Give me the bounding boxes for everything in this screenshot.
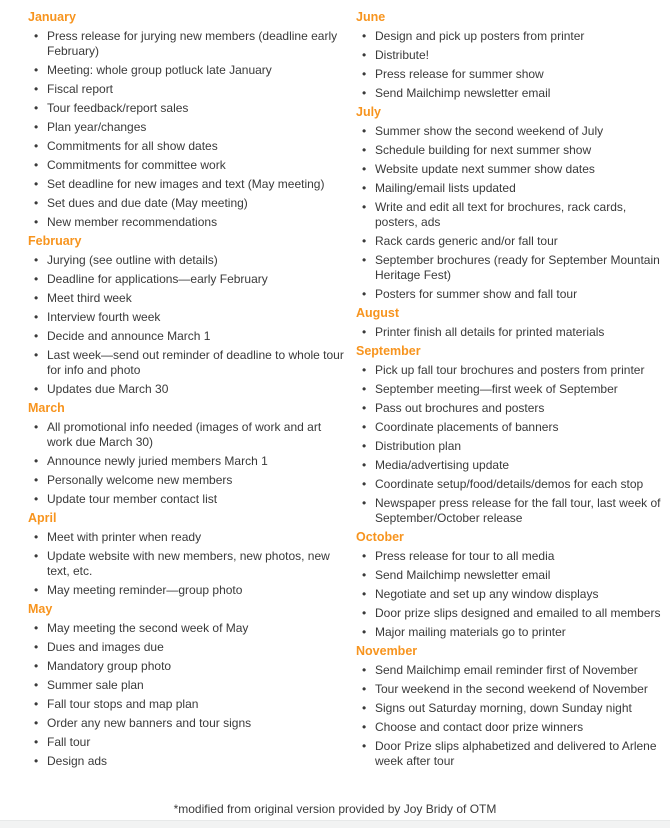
task-list-april [28,530,344,598]
task-item: • Announce newly juried members March 1 [28,454,344,469]
task-item: • Rack cards generic and/or fall tour [356,234,662,249]
task-item: • Decide and announce March 1 [28,329,344,344]
task-item: • Update website with new members, new photos, new text, etc. [28,549,344,579]
task-list-november [356,663,662,769]
task-item: • Design ads [28,754,344,769]
task-item: • Summer show the second weekend of July [356,124,662,139]
task-item: • Schedule building for next summer show [356,143,662,158]
task-item: • Coordinate placements of banners [356,420,662,435]
task-item: • Mailing/email lists updated [356,181,662,196]
task-item: • Fall tour [28,735,344,750]
task-item: • Commitments for all show dates [28,139,344,154]
month-heading-august: August [356,306,400,320]
task-item: • Commitments for committee work [28,158,344,173]
task-item: • Send Mailchimp newsletter email [356,568,662,583]
task-item: • Meet with printer when ready [28,530,344,545]
task-item: • Deadline for applications—early February [28,272,344,287]
task-list-july [356,124,662,302]
month-heading-july: July [356,105,382,119]
task-item: • Pick up fall tour brochures and posters from printer [356,363,662,378]
month-heading-january: January [28,10,76,24]
task-item: • Fiscal report [28,82,344,97]
task-item: • Mandatory group photo [28,659,344,674]
right-column [356,8,662,773]
task-item: • September meeting—first week of September [356,382,662,397]
task-item: • Jurying (see outline with details) [28,253,344,268]
task-item: • Negotiate and set up any window displays [356,587,662,602]
task-item: • Pass out brochures and posters [356,401,662,416]
task-item: • Tour weekend in the second weekend of November [356,682,662,697]
task-item: • Summer sale plan [28,678,344,693]
task-item: • Distribute! [356,48,662,63]
task-list-february [28,253,344,397]
task-item: • Send Mailchimp email reminder first of November [356,663,662,678]
task-item: • Press release for jurying new members (deadline early February) [28,29,344,59]
task-item: • Send Mailchimp newsletter email [356,86,662,101]
left-column [28,8,344,773]
task-item: • Coordinate setup/food/details/demos for each stop [356,477,662,492]
task-item: • Personally welcome new members [28,473,344,488]
task-item: • Press release for tour to all media [356,549,662,564]
task-item: • Door prize slips designed and emailed to all members [356,606,662,621]
month-heading-march: March [28,401,65,415]
task-item: • Plan year/changes [28,120,344,135]
month-heading-may: May [28,602,53,616]
task-item: • Tour feedback/report sales [28,101,344,116]
task-list-march [28,420,344,507]
task-item: • Distribution plan [356,439,662,454]
task-item: • Updates due March 30 [28,382,344,397]
month-heading-april: April [28,511,57,525]
task-list-may [28,621,344,769]
task-item: • Media/advertising update [356,458,662,473]
task-item: • May meeting reminder—group photo [28,583,344,598]
task-item: • New member recommendations [28,215,344,230]
task-item: • Door Prize slips alphabetized and delivered to Arlene week after tour [356,739,662,769]
task-item: • Dues and images due [28,640,344,655]
month-heading-november: November [356,644,418,658]
task-item: • Fall tour stops and map plan [28,697,344,712]
page-bottom-edge [0,820,670,828]
task-item: • All promotional info needed (images of work and art work due March 30) [28,420,344,450]
task-item: • Set deadline for new images and text (May meeting) [28,177,344,192]
task-item: • Design and pick up posters from printer [356,29,662,44]
task-item: • Posters for summer show and fall tour [356,287,662,302]
task-list-january [28,29,344,230]
task-item: • Write and edit all text for brochures, rack cards, posters, ads [356,200,662,230]
task-item: • Choose and contact door prize winners [356,720,662,735]
task-item: • Signs out Saturday morning, down Sunday night [356,701,662,716]
task-list-october [356,549,662,640]
task-item: • Interview fourth week [28,310,344,325]
task-item: • Press release for summer show [356,67,662,82]
task-list-june [356,29,662,101]
task-item: • Website update next summer show dates [356,162,662,177]
task-item: • Meeting: whole group potluck late January [28,63,344,78]
task-item: • September brochures (ready for September Mountain Heritage Fest) [356,253,662,283]
task-item: • May meeting the second week of May [28,621,344,636]
task-item: • Set dues and due date (May meeting) [28,196,344,211]
task-item: • Printer finish all details for printed materials [356,325,662,340]
month-heading-september: September [356,344,421,358]
task-list-september [356,363,662,526]
task-list-august [356,325,662,340]
task-item: • Meet third week [28,291,344,306]
month-heading-june: June [356,10,386,24]
task-item: • Order any new banners and tour signs [28,716,344,731]
task-item: • Update tour member contact list [28,492,344,507]
task-item: • Last week—send out reminder of deadline to whole tour for info and photo [28,348,344,378]
footer-note: *modified from original version provided by Joy Bridy of OTM [173,802,497,816]
task-item: • Major mailing materials go to printer [356,625,662,640]
month-heading-february: February [28,234,82,248]
month-heading-october: October [356,530,404,544]
task-item: • Newspaper press release for the fall tour, last week of September/October release [356,496,662,526]
